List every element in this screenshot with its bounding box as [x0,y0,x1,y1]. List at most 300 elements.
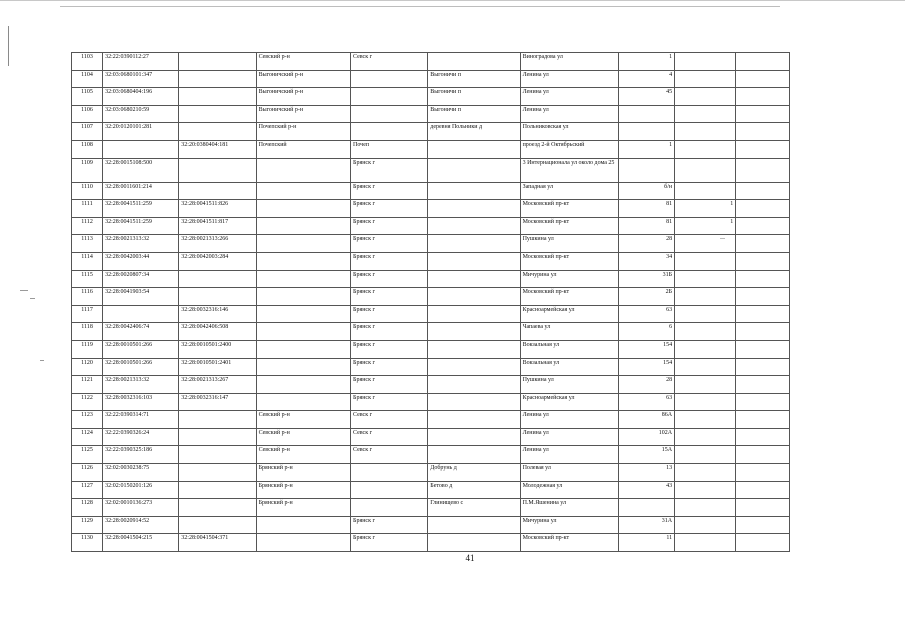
cell-settlement [428,270,520,288]
cell-house-number: 31А [619,516,675,534]
cell-settlement [428,158,520,182]
cell-notes-column [736,376,790,394]
cell-house-number: 81 [619,200,675,218]
cell-district: Выгоничский р-н [256,105,350,123]
cell-district: Почепский [256,140,350,158]
cell-notes-column [736,200,790,218]
cell-extra-column [675,358,736,376]
cell-city: Севск г [351,428,428,446]
cell-row-number: 1119 [72,340,103,358]
table-row [72,70,790,88]
cell-cadastral-number: 32:28:0032316:103 [103,393,179,411]
cell-street: Пушкина ул [520,376,619,394]
cell-notes-column [736,481,790,499]
cell-notes-column [736,123,790,141]
cell-row-number: 1115 [72,270,103,288]
cell-row-number: 1118 [72,323,103,341]
cell-row-number: 1122 [72,393,103,411]
cell-cadastral-number: 32:02:0010136:273 [103,499,179,517]
cell-row-number: 1127 [72,481,103,499]
cell-extra-column [675,481,736,499]
cell-notes-column [736,411,790,429]
cell-house-number [619,105,675,123]
cell-notes-column [736,428,790,446]
cell-row-number: 1129 [72,516,103,534]
cell-extra-column [675,376,736,394]
cell-notes-column [736,140,790,158]
cell-street: Полевая ул [520,464,619,482]
property-table [71,52,790,552]
cell-house-number: 13 [619,464,675,482]
cell-extra-column [675,88,736,106]
cell-row-number: 1116 [72,288,103,306]
cell-row-number: 1108 [72,140,103,158]
cell-settlement [428,252,520,270]
cell-cadastral-number: 32:03:0680101:347 [103,70,179,88]
cell-district [256,340,350,358]
cell-district: Севский р-н [256,446,350,464]
cell-city: Брянск г [351,158,428,182]
table-row [72,393,790,411]
cell-street: П.М.Яшенина ул [520,499,619,517]
cell-extra-column [675,411,736,429]
cell-row-number: 1121 [72,376,103,394]
cell-house-number: 86А [619,411,675,429]
cell-room-cadastral-number: 32:28:0021313:266 [179,235,256,253]
cell-district: Брянский р-н [256,499,350,517]
cell-extra-column [675,305,736,323]
cell-notes-column [736,358,790,376]
cell-room-cadastral-number [179,446,256,464]
cell-cadastral-number: 32:28:0041504:215 [103,534,179,552]
cell-extra-column [675,446,736,464]
cell-street: Польниковская ул [520,123,619,141]
cell-street: Московский пр-кт [520,288,619,306]
cell-street: Западная ул [520,182,619,200]
cell-city [351,481,428,499]
cell-notes-column [736,323,790,341]
cell-house-number: б/н [619,182,675,200]
cell-city: Брянск г [351,305,428,323]
scan-mark [40,360,44,361]
cell-extra-column [675,516,736,534]
cell-extra-column [675,270,736,288]
cell-house-number: 154 [619,340,675,358]
cell-row-number: 1123 [72,411,103,429]
cell-row-number: 1117 [72,305,103,323]
cell-street: Молодежная ул [520,481,619,499]
cell-city: Брянск г [351,358,428,376]
cell-cadastral-number: 32:28:0010501:266 [103,358,179,376]
cell-settlement [428,376,520,394]
cell-room-cadastral-number: 32:28:0041511:817 [179,217,256,235]
cell-extra-column [675,53,736,71]
cell-notes-column [736,252,790,270]
cell-street: Чапаева ул [520,323,619,341]
cell-city: Брянск г [351,376,428,394]
cell-street: Ленина ул [520,70,619,88]
cell-house-number [619,499,675,517]
cell-cadastral-number: 32:22:0390112:27 [103,53,179,71]
cell-street: Московский пр-кт [520,534,619,552]
cell-cadastral-number: 32:28:0021313:32 [103,376,179,394]
cell-row-number: 1109 [72,158,103,182]
cell-row-number: 1107 [72,123,103,141]
table-row [72,323,790,341]
cell-street: Пушкина ул [520,235,619,253]
cell-notes-column [736,393,790,411]
cell-notes-column [736,305,790,323]
table-row [72,534,790,552]
cell-room-cadastral-number [179,182,256,200]
scan-edge-line [0,0,905,1]
cell-city: Брянск г [351,182,428,200]
cell-row-number: 1126 [72,464,103,482]
cell-row-number: 1106 [72,105,103,123]
cell-room-cadastral-number [179,428,256,446]
cell-city: Брянск г [351,393,428,411]
cell-street: Московский пр-кт [520,217,619,235]
cell-cadastral-number: 32:28:0041903:54 [103,288,179,306]
cell-house-number: 45 [619,88,675,106]
cell-room-cadastral-number [179,88,256,106]
cell-settlement [428,217,520,235]
cell-city: Севск г [351,411,428,429]
cell-cadastral-number: 32:22:0390314:71 [103,411,179,429]
cell-extra-column [675,235,736,253]
cell-extra-column [675,123,736,141]
cell-cadastral-number: 32:28:0021313:32 [103,235,179,253]
cell-settlement [428,393,520,411]
cell-room-cadastral-number [179,270,256,288]
cell-settlement [428,235,520,253]
cell-room-cadastral-number [179,288,256,306]
table-row [72,464,790,482]
cell-cadastral-number: 32:20:0120101:281 [103,123,179,141]
cell-extra-column [675,158,736,182]
cell-district [256,270,350,288]
cell-cadastral-number [103,305,179,323]
cell-settlement [428,411,520,429]
cell-settlement [428,288,520,306]
cell-cadastral-number: 32:02:0030238:75 [103,464,179,482]
cell-city: Брянск г [351,323,428,341]
cell-row-number: 1110 [72,182,103,200]
cell-cadastral-number: 32:28:0020807:34 [103,270,179,288]
cell-room-cadastral-number: 32:28:0032316:146 [179,305,256,323]
cell-street: Ленина ул [520,411,619,429]
cell-house-number: 81 [619,217,675,235]
cell-room-cadastral-number: 32:28:0021313:267 [179,376,256,394]
table-row [72,53,790,71]
cell-street: Московский пр-кт [520,252,619,270]
cell-city: Брянск г [351,200,428,218]
cell-settlement [428,182,520,200]
cell-house-number: 31Б [619,270,675,288]
cell-house-number: 6 [619,323,675,341]
cell-settlement: Добрунь д [428,464,520,482]
cell-extra-column [675,288,736,306]
cell-row-number: 1130 [72,534,103,552]
cell-district: Севский р-н [256,411,350,429]
cell-row-number: 1103 [72,53,103,71]
cell-row-number: 1111 [72,200,103,218]
table-row [72,481,790,499]
cell-settlement [428,53,520,71]
scan-mark [20,290,28,291]
cell-settlement [428,200,520,218]
cell-street: Ленина ул [520,446,619,464]
cell-extra-column [675,499,736,517]
cell-cadastral-number: 32:28:0011601:214 [103,182,179,200]
cell-house-number: 154 [619,358,675,376]
cell-city [351,88,428,106]
cell-city: Брянск г [351,534,428,552]
cell-district [256,323,350,341]
table-row [72,200,790,218]
cell-district [256,516,350,534]
cell-notes-column [736,182,790,200]
cell-district [256,235,350,253]
cell-notes-column [736,534,790,552]
cell-district: Севский р-н [256,53,350,71]
cell-city: Брянск г [351,217,428,235]
cell-street: Красноармейская ул [520,393,619,411]
cell-notes-column [736,464,790,482]
cell-city: Брянск г [351,270,428,288]
cell-house-number: 34 [619,252,675,270]
cell-city: Севск г [351,446,428,464]
cell-settlement: Глинищево с [428,499,520,517]
cell-extra-column [675,464,736,482]
table-row [72,411,790,429]
table-row [72,105,790,123]
cell-settlement: Выгоничи п [428,70,520,88]
cell-extra-column [675,252,736,270]
cell-house-number: 43 [619,481,675,499]
cell-notes-column [736,70,790,88]
cell-cadastral-number: 32:22:0390326:24 [103,428,179,446]
table-row [72,358,790,376]
table-row [72,428,790,446]
cell-room-cadastral-number: 32:28:0042406:508 [179,323,256,341]
cell-row-number: 1128 [72,499,103,517]
cell-district [256,358,350,376]
table-row [72,340,790,358]
cell-street: 3 Интернационала ул около дома 25 [520,158,619,182]
cell-house-number: 1 [619,53,675,71]
cell-room-cadastral-number: 32:28:0042003:284 [179,252,256,270]
cell-room-cadastral-number: 32:28:0041504:371 [179,534,256,552]
cell-city [351,499,428,517]
cell-street: Ленина ул [520,88,619,106]
cell-cadastral-number: 32:03:0680210:59 [103,105,179,123]
cell-district: Выгоничский р-н [256,70,350,88]
cell-extra-column [675,534,736,552]
cell-settlement [428,534,520,552]
cell-house-number: 102А [619,428,675,446]
table-row [72,446,790,464]
cell-notes-column [736,340,790,358]
page-number: 41 [465,553,475,563]
cell-district [256,252,350,270]
cell-house-number: 2Б [619,288,675,306]
cell-notes-column [736,235,790,253]
cell-city [351,105,428,123]
cell-city: Почеп [351,140,428,158]
cell-district [256,182,350,200]
table-row [72,288,790,306]
table-row [72,88,790,106]
cell-street: Мичурина ул [520,270,619,288]
cell-street: Ленина ул [520,105,619,123]
cell-cadastral-number: 32:02:0150201:126 [103,481,179,499]
cell-extra-column [675,105,736,123]
cell-city [351,123,428,141]
cell-row-number: 1114 [72,252,103,270]
cell-row-number: 1125 [72,446,103,464]
table-row [72,376,790,394]
cell-cadastral-number: 32:28:0020914:52 [103,516,179,534]
cell-cadastral-number: 32:03:0680404:196 [103,88,179,106]
cell-cadastral-number: 32:28:0015108:500 [103,158,179,182]
cell-house-number: 63 [619,305,675,323]
cell-settlement [428,446,520,464]
cell-room-cadastral-number: 32:28:0010501:2401 [179,358,256,376]
cell-settlement: Выгоничи п [428,105,520,123]
cell-city: Севск г [351,53,428,71]
cell-cadastral-number: 32:28:0041511:259 [103,200,179,218]
cell-house-number [619,158,675,182]
cell-row-number: 1104 [72,70,103,88]
cell-extra-column [675,340,736,358]
cell-city: Брянск г [351,340,428,358]
table-row [72,305,790,323]
cell-settlement: Бетово д [428,481,520,499]
cell-city: Брянск г [351,288,428,306]
cell-extra-column [675,393,736,411]
cell-district: Брянский р-н [256,481,350,499]
cell-settlement [428,140,520,158]
cell-room-cadastral-number [179,499,256,517]
cell-district: Брянский р-н [256,464,350,482]
scan-mark [30,298,35,299]
cell-district: Выгоничский р-н [256,88,350,106]
cell-city [351,70,428,88]
cell-room-cadastral-number: 32:28:0010501:2400 [179,340,256,358]
cell-notes-column [736,446,790,464]
table-row [72,252,790,270]
cell-room-cadastral-number: 32:20:0380404:181 [179,140,256,158]
cell-row-number: 1105 [72,88,103,106]
cell-room-cadastral-number [179,158,256,182]
cell-cadastral-number: 32:28:0042406:74 [103,323,179,341]
table-row [72,217,790,235]
cell-city [351,464,428,482]
cell-notes-column [736,270,790,288]
cell-settlement [428,428,520,446]
cell-cadastral-number: 32:22:0390325:186 [103,446,179,464]
cell-district [256,158,350,182]
cell-city: Брянск г [351,516,428,534]
table-row [72,158,790,182]
cell-row-number: 1120 [72,358,103,376]
scan-edge-line [60,6,780,7]
cell-settlement [428,516,520,534]
cell-extra-column [675,323,736,341]
cell-house-number: 63 [619,393,675,411]
cell-room-cadastral-number [179,123,256,141]
cell-street: Вокзальная ул [520,358,619,376]
cell-extra-column: 1 [675,217,736,235]
table-row [72,499,790,517]
cell-room-cadastral-number [179,516,256,534]
cell-district [256,288,350,306]
table-row [72,516,790,534]
cell-room-cadastral-number [179,70,256,88]
cell-street: Московский пр-кт [520,200,619,218]
cell-notes-column [736,105,790,123]
cell-extra-column: 1 [675,200,736,218]
cell-settlement [428,340,520,358]
table-row [72,182,790,200]
cell-notes-column [736,499,790,517]
cell-cadastral-number: 32:28:0041511:259 [103,217,179,235]
cell-district [256,217,350,235]
table-row [72,270,790,288]
cell-cadastral-number: 32:28:0010501:266 [103,340,179,358]
table-row [72,123,790,141]
cell-district [256,305,350,323]
cell-room-cadastral-number: 32:28:0041511:826 [179,200,256,218]
cell-room-cadastral-number [179,464,256,482]
cell-extra-column [675,428,736,446]
cell-row-number: 1124 [72,428,103,446]
cell-district [256,200,350,218]
cell-house-number: 28 [619,376,675,394]
cell-room-cadastral-number [179,481,256,499]
cell-settlement: деревня Польники д [428,123,520,141]
cell-street: Виноградова ул [520,53,619,71]
cell-settlement [428,358,520,376]
cell-extra-column [675,70,736,88]
cell-row-number: 1113 [72,235,103,253]
cell-settlement [428,323,520,341]
cell-room-cadastral-number: 32:28:0032316:147 [179,393,256,411]
cell-street: Вокзальная ул [520,340,619,358]
scan-mark [8,26,9,66]
cell-house-number [619,123,675,141]
cell-street: Мичурина ул [520,516,619,534]
table-row [72,140,790,158]
cell-notes-column [736,516,790,534]
cell-street: Ленина ул [520,428,619,446]
cell-house-number: 28 [619,235,675,253]
cell-city: Брянск г [351,252,428,270]
cell-room-cadastral-number [179,105,256,123]
cell-cadastral-number [103,140,179,158]
cell-house-number: 4 [619,70,675,88]
cell-district [256,534,350,552]
cell-notes-column [736,53,790,71]
cell-notes-column [736,217,790,235]
cell-room-cadastral-number [179,53,256,71]
cell-street: Красноармейская ул [520,305,619,323]
cell-settlement [428,305,520,323]
cell-extra-column [675,140,736,158]
cell-row-number: 1112 [72,217,103,235]
cell-notes-column [736,288,790,306]
